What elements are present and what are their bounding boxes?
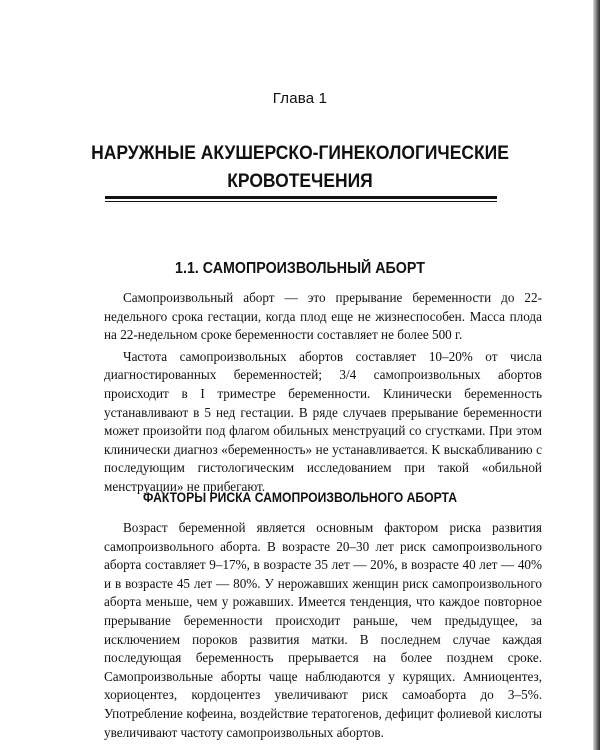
paragraph: Самопроизвольный аборт — это прерывание беременности до 22-недельного срока гестации, когда плод еще не жизнеспособен. Масса плода на 22-недельном сроке беременности составляет не более 500 г.	[104, 290, 542, 343]
chapter-label: Глава 1	[272, 90, 328, 107]
paragraph: Частота самопроизвольных абортов составляет 10–20% от числа диагностированных беременностей; 3/4 самопроизвольных абортов происходит в I триместре беременности. Клинически беременность устанавливают в 5 нед гестации. В ряде случаев прерывание беременности может произойти под флагом обильных менструаций со сгустками. При этом клинически диагноз «беременность» не устанавливается. К выскабливанию с последующим гистологическим исследованием при такой «обильной менструации» не прибегают.	[104, 348, 542, 494]
paragraph: Возраст беременной является основным фактором риска развития самопроизвольного аборта. В возрасте 20–30 лет риск самопроизвольного аборта составляет 9–17%, в возрасте 35 лет — 20%, в возрасте 40 лет — 40% и в возрасте 45 лет — 80%. У нерожавших женщин риск самопроизвольного аборта меньше, чем у рожавших. Имеется тенденция, что каждое повторное прерывание беременности происходит раньше, чем предыдущее, за исключением пороков развития матки. В последнем случае каждая последующая беременность прерывается на более позднем сроке. Самопроизвольные аборты чаще наблюдаются у курящих. Амниоцентез, хориоцентез, кордоцентез увеличивают риск самоаборта до 3–5%. Употребление кофеина, воздействие тератогенов, дефицит фолиевой кислоты увеличивают частоту самопроизвольных абортов.	[104, 520, 542, 740]
section-title: 1.1. САМОПРОИЗВОЛЬНЫЙ АБОРТ	[175, 260, 425, 277]
chapter-rule-thick	[105, 196, 497, 199]
chapter-rule-thin	[105, 201, 497, 202]
section-body	[104, 289, 542, 497]
chapter-title: НАРУЖНЫЕ АКУШЕРСКО-ГИНЕКОЛОГИЧЕСКИЕ КРОВОТЕЧЕНИЯ	[91, 143, 509, 192]
page-edge-shadow	[593, 0, 600, 750]
subsection-body	[104, 519, 542, 742]
subsection-title: ФАКТОРЫ РИСКА САМОПРОИЗВОЛЬНОГО АБОРТА	[143, 490, 457, 505]
